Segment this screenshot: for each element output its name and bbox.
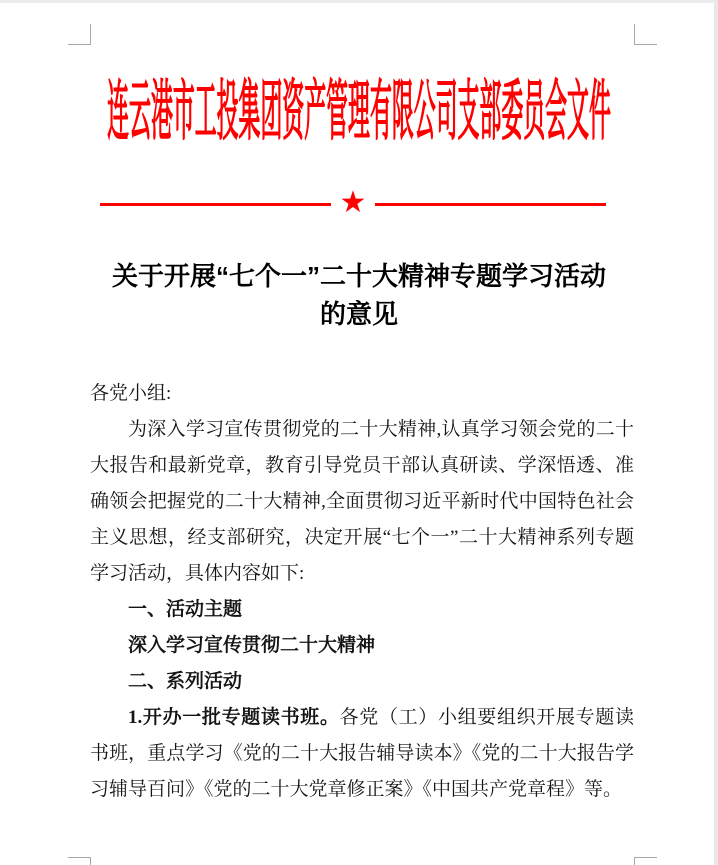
document-title [45,257,673,333]
text-boundary-mark-bottom-right [634,857,657,865]
paragraph-segment-bold: 深入学习宣传贯彻二十大精神 [128,635,376,656]
text-boundary-mark-bottom-left [68,857,91,865]
paragraph-segment-bold: 一、活动主题 [128,599,243,620]
paragraph-segment-bold: 1.开办一批专题读书班。 [128,707,340,728]
star-icon: ★ [339,184,367,220]
letterhead-title: 连云港市工投集团资产管理有限公司支部委员会文件 [107,75,611,148]
red-line-left [100,203,331,206]
letterhead [0,60,718,152]
document-title-line2: 的意见 [319,299,398,329]
red-divider [100,184,606,220]
paragraph-segment: 各党小组: [90,383,172,404]
paragraph [90,412,634,592]
paragraph-segment: 各党（工）小组要组织开展专题读书班，重点学习《党的二十大报告辅导读本》《党的二十大报告学习辅导百问》《党的二十大党章修正案》《中国共产党章程》等。 [90,707,634,800]
paragraph [90,376,634,412]
paragraph [90,628,634,664]
viewer-edge-top [0,0,718,3]
paragraph-segment-bold: 二、系列活动 [128,671,243,692]
paragraph-segment: 为深入学习宣传贯彻党的二十大精神,认真学习领会党的二十大报告和最新党章，教育引导党员干部认真研读、学深悟透、准确领会把握党的二十大精神,全面贯彻习近平新时代中国特色社会主义思想，经支部研究，决定开展“七个一”二十大精神系列专题学习活动，具体内容如下: [90,419,634,584]
document-title-line1: 关于开展“七个一”二十大精神专题学习活动 [111,261,606,291]
text-boundary-mark-top-right [634,24,657,45]
paragraph [90,664,634,700]
paragraph [90,592,634,628]
body-text [90,376,634,808]
red-line-right [375,203,606,206]
paragraph [90,700,634,808]
text-boundary-mark-top-left [68,24,91,45]
